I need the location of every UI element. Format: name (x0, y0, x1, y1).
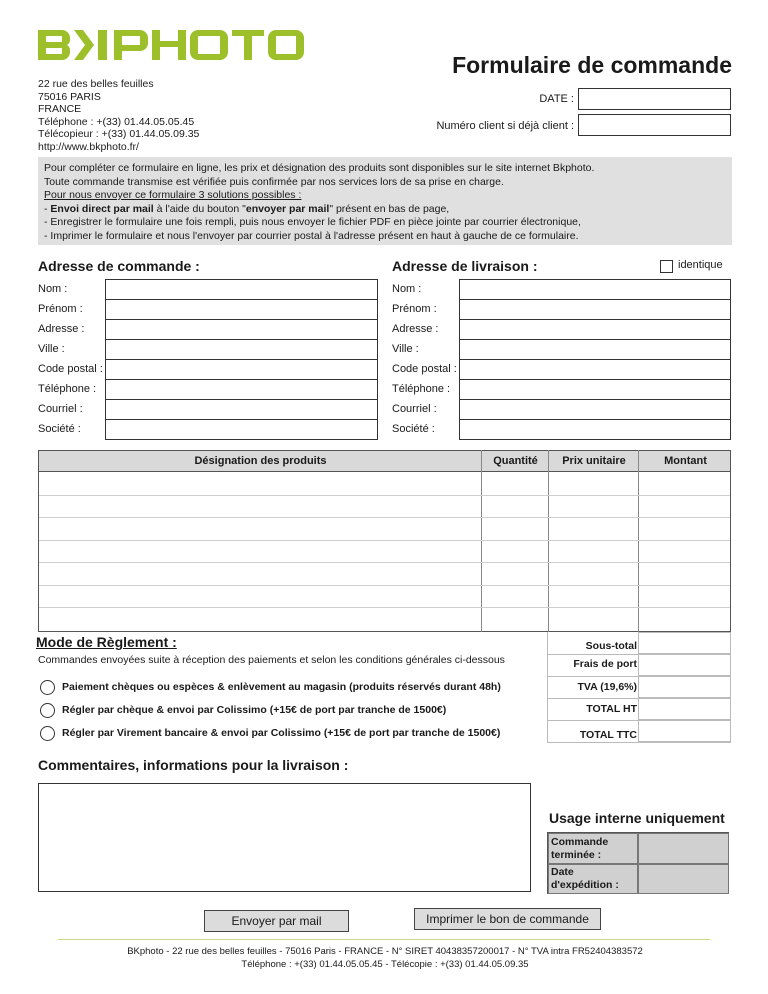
header-designation: Désignation des produits (194, 455, 327, 467)
instructions-box (38, 157, 732, 245)
info-text: " présent en bas de page, (329, 202, 450, 215)
address-line: Télécopieur : +(33) 01.44.05.09.35 (38, 128, 200, 140)
totals-divider (547, 654, 638, 655)
print-order-button[interactable]: Imprimer le bon de commande (414, 908, 601, 930)
vat-label: TVA (19,6%) (577, 681, 637, 693)
products-table-header (38, 450, 731, 472)
order-field-input[interactable] (105, 399, 378, 420)
info-line: Pour compléter ce formulaire en ligne, les prix et désignation des produits sont disponibles sur le site internet Bkphoto. (44, 162, 595, 174)
footer-divider (58, 939, 710, 940)
order-field-label: Adresse : (38, 323, 85, 335)
label-line: terminée : (551, 849, 602, 861)
order-field-input[interactable] (105, 299, 378, 320)
label-line: Date (551, 866, 574, 878)
delivery-address-title: Adresse de livraison : (392, 258, 538, 274)
payment-title: Mode de Règlement : (36, 634, 177, 650)
shipping-date-field[interactable] (638, 864, 729, 894)
header-quantity: Quantité (493, 455, 538, 467)
internal-use-title: Usage interne uniquement (549, 810, 725, 826)
delivery-field-input[interactable] (459, 339, 731, 360)
payment-radio-cheque[interactable] (40, 703, 55, 718)
payment-radio-transfer[interactable] (40, 726, 55, 741)
order-field-input[interactable] (105, 279, 378, 300)
info-text: à l'aide du bouton " (153, 202, 246, 215)
info-bold: Envoi direct par mail (50, 202, 154, 215)
order-field-label: Courriel : (38, 403, 83, 415)
delivery-field-input[interactable] (459, 319, 731, 340)
internal-use-table (547, 832, 729, 894)
totals-divider (547, 720, 638, 721)
order-field-label: Ville : (38, 343, 65, 355)
delivery-field-label: Nom : (392, 283, 422, 295)
shipping-date-label (551, 866, 619, 892)
delivery-field-input[interactable] (459, 419, 731, 440)
delivery-field-input[interactable] (459, 299, 731, 320)
footer-line: Téléphone : +(33) 01.44.05.05.45 - Télécopie : +(33) 01.44.05.09.35 (241, 959, 529, 970)
address-line: Téléphone : +(33) 01.44.05.05.45 (38, 115, 195, 128)
delivery-field-input[interactable] (459, 279, 731, 300)
order-address-title: Adresse de commande : (38, 258, 200, 274)
table-row[interactable] (39, 586, 730, 608)
address-line: 75016 PARIS (38, 90, 101, 103)
table-row[interactable] (39, 541, 730, 563)
total-ht-field[interactable] (638, 698, 731, 720)
footer (38, 945, 732, 971)
order-completed-label (551, 836, 608, 862)
totals-divider (547, 676, 638, 677)
subtotal-field[interactable] (638, 632, 731, 654)
info-line: Toute commande transmise est vérifiée puis confirmée par nos services lors de sa prise en charge. (44, 175, 504, 188)
identical-label: identique (678, 259, 723, 271)
order-field-input[interactable] (105, 419, 378, 440)
send-by-mail-button[interactable]: Envoyer par mail (204, 910, 349, 932)
comments-title: Commentaires, informations pour la livraison : (38, 757, 349, 773)
delivery-field-label: Code postal : (392, 363, 457, 375)
table-row[interactable] (39, 518, 730, 540)
payment-option-label: Régler par Virement bancaire & envoi par Colissimo (+15€ de port par tranche de 1500€) (62, 727, 501, 739)
totals-divider (547, 698, 638, 699)
info-bold: envoyer par mail (245, 202, 330, 215)
label-line: Commande (551, 836, 609, 848)
delivery-field-label: Téléphone : (392, 383, 451, 395)
address-line: FRANCE (38, 103, 82, 115)
info-line: - Enregistrer le formulaire une fois rempli, puis nous envoyer le fichier PDF en pièce jointe par courrier électronique, (44, 216, 581, 228)
order-field-label: Code postal : (38, 363, 103, 375)
info-text: - (44, 202, 51, 215)
order-field-label: Nom : (38, 283, 68, 295)
delivery-field-label: Courriel : (392, 403, 437, 415)
date-field[interactable] (578, 88, 731, 110)
order-field-label: Téléphone : (38, 383, 97, 395)
header-unit-price: Prix unitaire (562, 455, 626, 467)
delivery-field-input[interactable] (459, 359, 731, 380)
subtotal-label: Sous-total (585, 640, 637, 652)
order-field-input[interactable] (105, 339, 378, 360)
page-title: Formulaire de commande (452, 52, 732, 78)
order-completed-field[interactable] (638, 833, 729, 864)
identical-checkbox[interactable] (660, 260, 673, 273)
address-line: http://www.bkphoto.fr/ (38, 140, 139, 153)
label-line: d'expédition : (551, 879, 619, 891)
info-line: Pour nous envoyer ce formulaire 3 solutions possibles : (44, 189, 302, 201)
payment-option-label: Paiement chèques ou espèces & enlèvement au magasin (produits réservés durant 48h) (62, 681, 501, 693)
table-row[interactable] (39, 608, 730, 630)
vat-field[interactable] (638, 676, 731, 698)
order-field-input[interactable] (105, 319, 378, 340)
delivery-field-label: Prénom : (392, 303, 437, 315)
order-field-label: Prénom : (38, 303, 83, 315)
client-number-label: Numéro client si déjà client : (436, 120, 574, 132)
header-amount: Montant (664, 455, 707, 467)
comments-field[interactable] (38, 783, 531, 892)
delivery-field-label: Société : (392, 423, 435, 435)
order-field-input[interactable] (105, 359, 378, 380)
shipping-field[interactable] (638, 654, 731, 676)
footer-line: BKphoto - 22 rue des belles feuilles - 75016 Paris - FRANCE - N° SIRET 40438357200017 - N° TVA intra FR52404383572 (127, 946, 643, 957)
info-line: - Imprimer le formulaire et nous l'envoyer par courrier postal à l'adresse présent en haut à gauche de ce formulaire. (44, 229, 579, 242)
total-ttc-field[interactable] (638, 720, 731, 742)
delivery-field-input[interactable] (459, 379, 731, 400)
payment-radio-store[interactable] (40, 680, 55, 695)
order-field-input[interactable] (105, 379, 378, 400)
table-row[interactable] (39, 563, 730, 585)
table-row[interactable] (39, 473, 730, 495)
total-ht-label: TOTAL HT (586, 703, 637, 715)
info-line (44, 203, 726, 217)
delivery-field-label: Ville : (392, 343, 419, 355)
payment-subtitle: Commandes envoyées suite à réception des paiements et selon les conditions générales ci-dessous (38, 654, 505, 666)
totals-divider (547, 632, 548, 742)
delivery-field-input[interactable] (459, 399, 731, 420)
table-row[interactable] (39, 496, 730, 518)
address-line: 22 rue des belles feuilles (38, 78, 154, 90)
shipping-label: Frais de port (573, 658, 637, 670)
totals-divider (547, 742, 731, 743)
order-field-label: Société : (38, 423, 81, 435)
company-address (38, 78, 199, 153)
total-ttc-label: TOTAL TTC (579, 729, 637, 741)
client-number-field[interactable] (578, 114, 731, 136)
date-label: DATE : (539, 93, 574, 105)
payment-option-label: Régler par chèque & envoi par Colissimo (+15€ de port par tranche de 1500€) (62, 704, 447, 716)
bkphoto-logo (38, 28, 304, 62)
delivery-field-label: Adresse : (392, 323, 439, 335)
